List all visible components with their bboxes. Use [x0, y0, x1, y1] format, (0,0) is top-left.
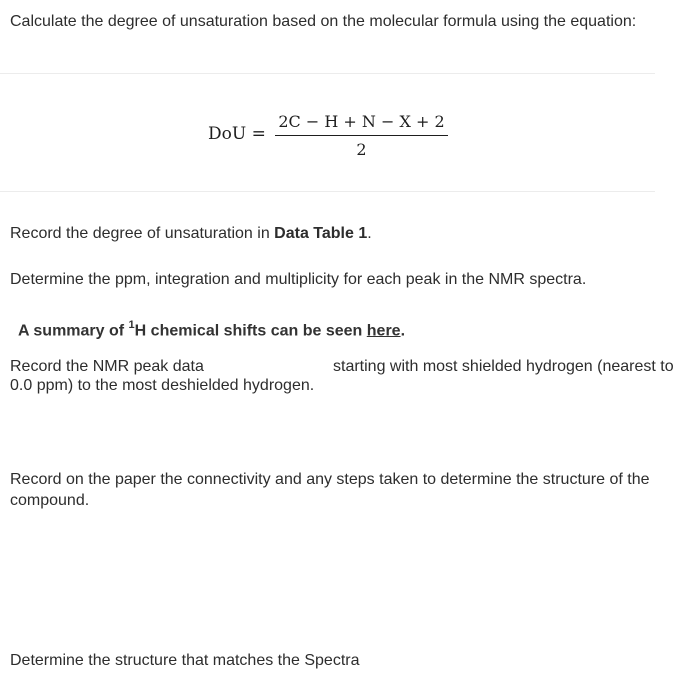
fraction-bar: [275, 135, 448, 136]
intro-text: Calculate the degree of unsaturation based on the molecular formula using the equation:: [10, 13, 637, 30]
formula-bottom-divider: [0, 191, 655, 192]
record-paper-line2: compound.: [10, 492, 90, 509]
summary-superscript: 1: [128, 319, 135, 331]
chemical-shifts-link[interactable]: here: [366, 322, 401, 340]
formula-numerator: 2C − H + N − X + 2: [278, 112, 445, 131]
dou-formula: [208, 112, 468, 162]
summary-middle: H chemical shifts can be seen: [134, 322, 367, 340]
record-paper-line1: Record on the paper the connectivity and any steps taken to determine the structure of the: [10, 471, 650, 488]
formula-fraction: [275, 112, 448, 160]
summary-suffix: .: [400, 322, 406, 340]
determine-ppm-text: Determine the ppm, integration and multiplicity for each peak in the NMR spectra.: [10, 271, 587, 288]
record-nmr-part2: starting with most shielded hydrogen (nearest to: [333, 358, 674, 375]
record-nmr-part1: Record the NMR peak data: [10, 358, 204, 375]
record-dou-text: [10, 224, 372, 244]
record-dou-suffix: .: [367, 225, 372, 242]
summary-prefix: A summary of: [18, 322, 129, 340]
record-nmr-line2: 0.0 ppm) to the most deshielded hydrogen.: [10, 377, 315, 394]
chemical-shift-summary: [18, 316, 405, 341]
data-table-ref: Data Table 1: [274, 225, 368, 242]
formula-top-divider: [0, 73, 655, 74]
formula-denominator: 2: [356, 140, 367, 159]
formula-lhs: DoU =: [208, 124, 266, 144]
record-dou-prefix: Record the degree of unsaturation in: [10, 225, 275, 242]
determine-structure-text: Determine the structure that matches the Spectra: [10, 652, 360, 669]
